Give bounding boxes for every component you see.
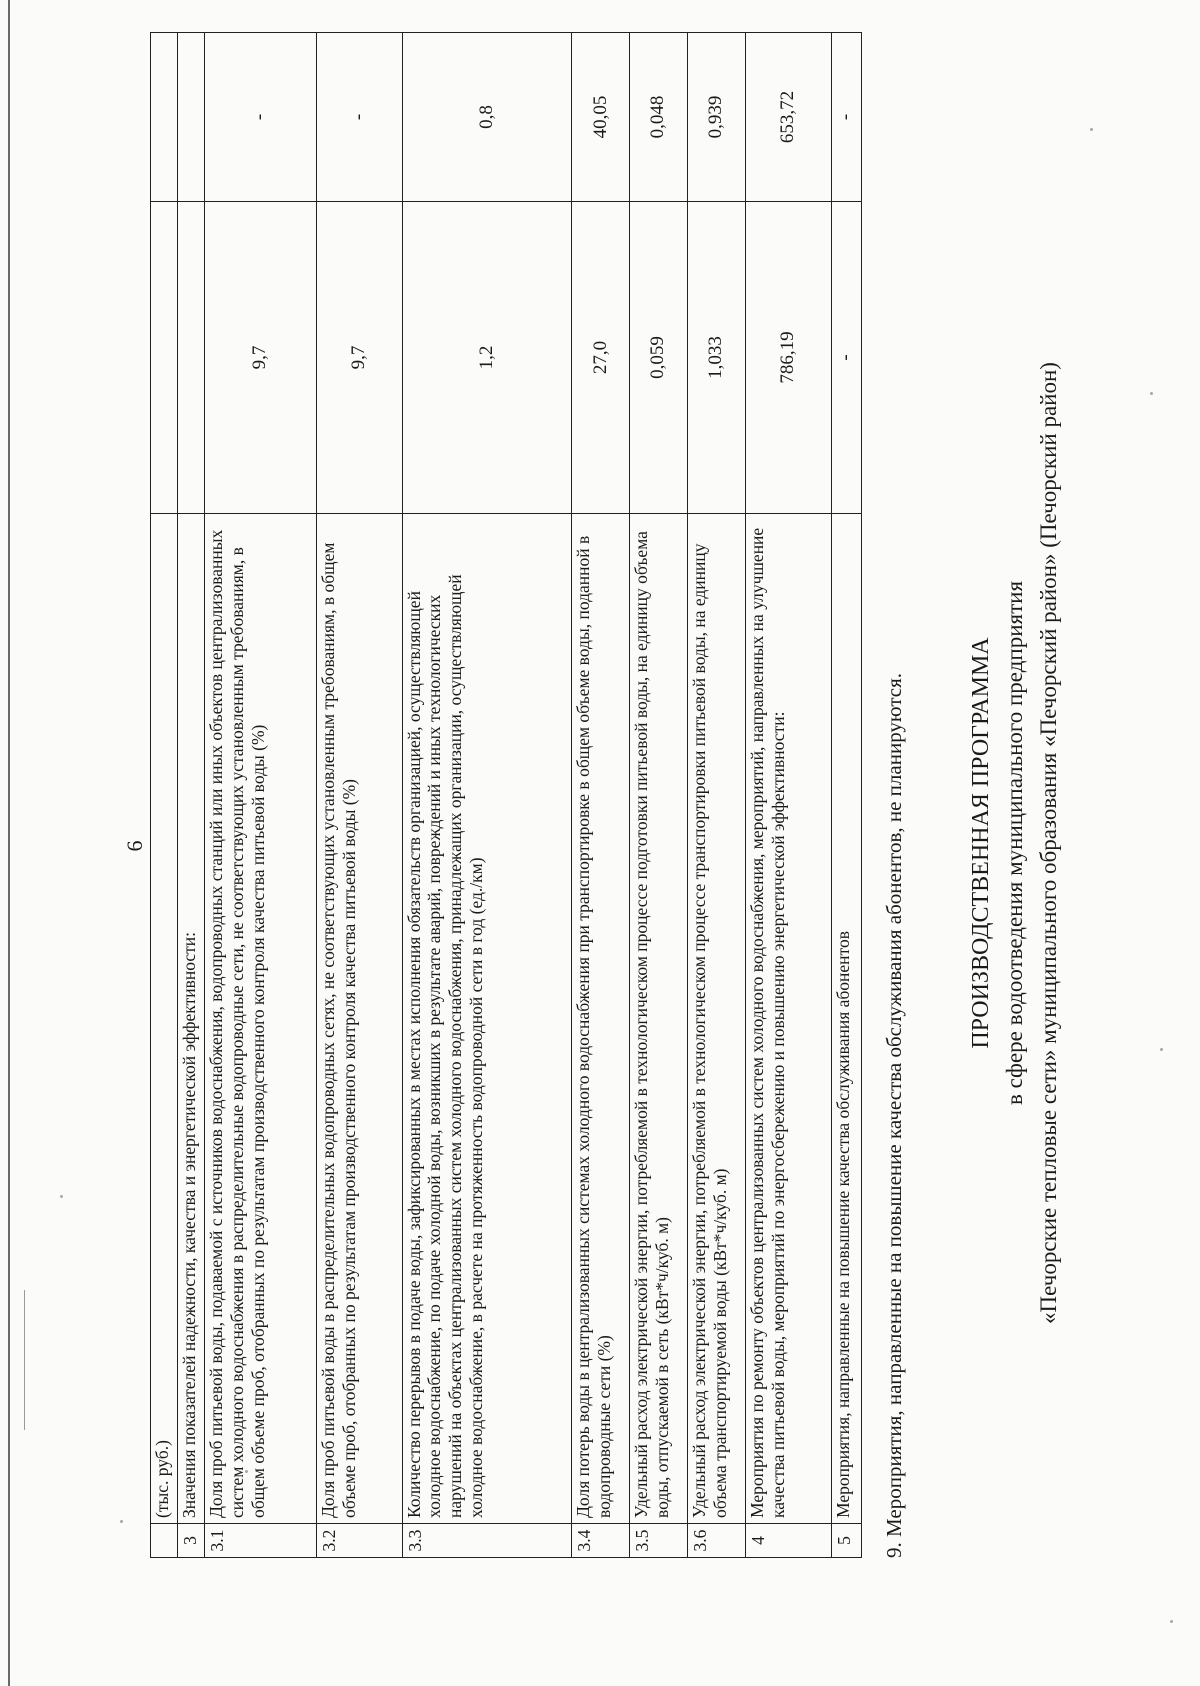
row-description: Количество перерывов в подаче воды, зафиксированных в местах исполнения обязательств организацией, осуществляющей холодное водоснабжение, по подаче холодной воды, возникших в результате аварий, повреждений и иных технологических нарушений на объектах централизованных систем холодного водоснабжения, принадлежащих организации, осуществляющей холодное водоснабжение, в расчете на протяженность водопроводной сети в год (ед./км) — [402, 514, 572, 1524]
row-number: 3.4 — [572, 1524, 630, 1558]
table-row — [151, 33, 178, 1558]
row-value-plan: 27,0 — [572, 202, 630, 514]
table-row — [746, 33, 832, 1558]
page-number: 6 — [122, 840, 147, 852]
row-value-plan: 1,2 — [402, 202, 572, 514]
row-description: Мероприятия по ремонту объектов централизованных систем холодного водоснабжения, мероприятий, направленных на улучшение качества питьевой воды, мероприятий по энергосбережению и повышению энергетической эффективности: — [746, 514, 832, 1524]
row-value-fact: 40,05 — [572, 33, 630, 202]
row-value-fact: 0,8 — [402, 33, 572, 202]
row-value-fact: - — [316, 33, 402, 202]
program-subtitle: в сфере водоотведения муниципального предприятия — [1002, 580, 1027, 1106]
row-value-plan: 9,7 — [205, 202, 317, 514]
row-value-plan: 9,7 — [316, 202, 402, 514]
row-description: Удельный расход электрической энергии, потребляемой в технологическом процессе транспортировки питьевой воды, на единицу объема транспортируемой воды (кВт*ч/куб. м) — [688, 514, 746, 1524]
row-value-plan: 0,059 — [630, 202, 688, 514]
row-number: 3.5 — [630, 1524, 688, 1558]
note-paragraph: 9. Мероприятия, направленные на повышение качества обслуживания абонентов, не планируются. — [882, 673, 906, 1558]
row-description: Значения показателей надежности, качества и энергетической эффективности: — [177, 514, 205, 1524]
table-row — [177, 33, 205, 1558]
row-description: Удельный расход электрической энергии, потребляемой в технологическом процессе подготовки питьевой воды, на единицу объема воды, отпускаемой в сеть (кВт*ч/куб. м) — [630, 514, 688, 1524]
row-value-fact: 0,048 — [630, 33, 688, 202]
table-row — [688, 33, 746, 1558]
row-value-plan: 1,033 — [688, 202, 746, 514]
row-value-plan: - — [831, 202, 861, 514]
row-value-fact — [177, 33, 205, 202]
row-value-plan — [151, 202, 178, 514]
row-number: 3.1 — [205, 1524, 317, 1558]
table-row — [316, 33, 402, 1558]
indicators-table — [150, 32, 862, 1558]
row-value-fact: 0,939 — [688, 33, 746, 202]
program-organization: «Печорские тепловые сети» муниципального образования «Печорский район» (Печорский район) — [1036, 362, 1061, 1324]
row-number: 3.2 — [316, 1524, 402, 1558]
table-row — [572, 33, 630, 1558]
row-description: Доля проб питьевой воды в распределительных водопроводных сетях, не соответствующих установленным требованиям, в общем объеме проб, отобранных по результатам производственного контроля качества питьевой воды (%) — [316, 514, 402, 1524]
row-value-fact: 653,72 — [746, 33, 832, 202]
row-number: 3.3 — [402, 1524, 572, 1558]
row-value-fact: - — [831, 33, 861, 202]
table-row — [831, 33, 861, 1558]
row-value-fact — [151, 33, 178, 202]
program-title: ПРОИЗВОДСТВЕННАЯ ПРОГРАММА — [968, 637, 994, 1049]
row-description: Доля потерь воды в централизованных системах холодного водоснабжения при транспортировке в общем объеме воды, поданной в водопроводные сети (%) — [572, 514, 630, 1524]
row-description: (тыс. руб.) — [151, 514, 178, 1524]
row-number: 3 — [177, 1524, 205, 1558]
table-row — [402, 33, 572, 1558]
row-value-plan: 786,19 — [746, 202, 832, 514]
row-number: 5 — [831, 1524, 861, 1558]
row-description: Доля проб питьевой воды, подаваемой с источников водоснабжения, водопроводных станций или иных объектов централизованных систем холодного водоснабжения в распределительные водопроводные сети, не соответствующих установленным требованиям, в общем объеме проб, отобранных по результатам производственного контроля качества питьевой воды (%) — [205, 514, 317, 1524]
row-number — [151, 1524, 178, 1558]
row-value-fact: - — [205, 33, 317, 202]
row-number: 3.6 — [688, 1524, 746, 1558]
row-value-plan — [177, 202, 205, 514]
row-description: Мероприятия, направленные на повышение качества обслуживания абонентов — [831, 514, 861, 1524]
row-number: 4 — [746, 1524, 832, 1558]
table-row — [205, 33, 317, 1558]
table-row — [630, 33, 688, 1558]
